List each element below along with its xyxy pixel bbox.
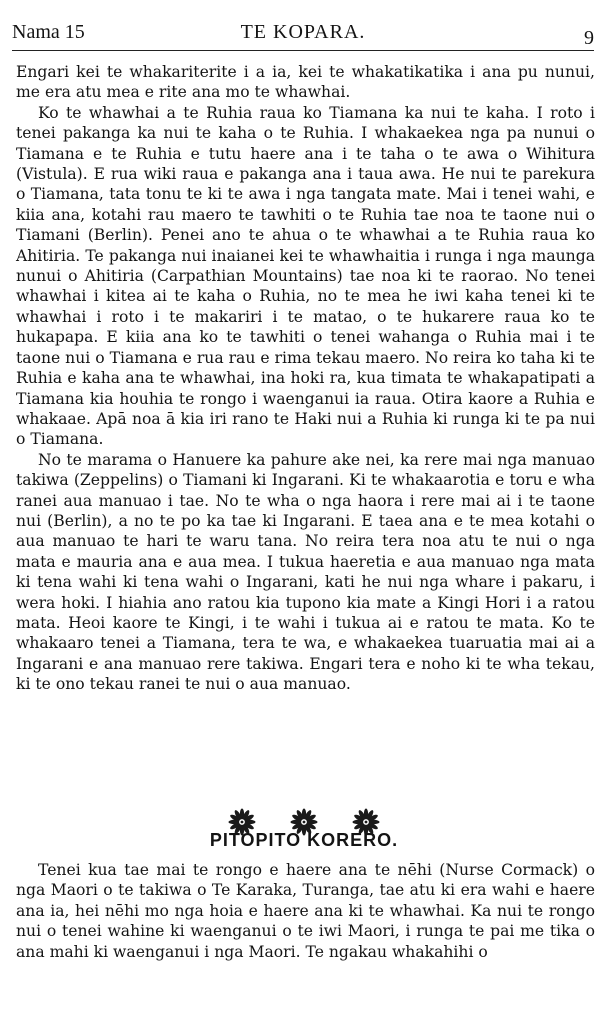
header-rule <box>12 50 594 51</box>
article-war-news <box>16 62 595 695</box>
page-header <box>12 20 594 49</box>
publication-title: TE KOPARA. <box>240 21 366 43</box>
section-title: PITOPITO KORERO. <box>209 830 399 850</box>
paragraph: Tenei kua tae mai te rongo e haere ana te nēhi (Nurse Cormack) o nga Maori o te takiwa o Te Karaka, Turanga, tae atu ki era wahi e haere ana ia, hei nēhi mo nga hoia e haere ana ki te whawhai. Ka nui te rongo nui o tenei wahine ki waenganui o te iwi Maori, i runga te pai me tika o ana mahi ki waenganui i nga Maori. Te ngakau whakahihi o <box>16 861 595 961</box>
paragraph: No te marama o Hanuere ka pahure ake nei, ka rere mai nga manuao takiwa (Zeppelins) o Tiamani ki Ingarani. Ki te whakaarotia e toru e wha ranei aua manuao i tae. No te wha o nga haora i rere mai ai i te taone nui (Berlin), a no te po ka tae ki Ingarani. E taea ana e te mea kotahi o aua manuao te hari te waru tana. No reira tera noa atu te nui o nga mata e mauria ana e aua mea. I tukua haeretia e aua manuao nga mata ki tena wahi ki tena wahi o Ingarani, kati he nui nga whare i pakaru, i wera hoki. I hiahia ano ratou kia tupono kia mate a Kingi Hori i a ratou mata. Heoi kaore te Kingi, i te wahi i tukua ai e ratou te mata. Ko te whakaaro tenei a Tiamana, tera te wa, e whakaekea tuaruatia mai ai a Ingarani e ana manuao rere takiwa. Engari tera e noho ki te wha tekau, ki te ono tekau ranei te nui o aua manuao. <box>16 450 595 694</box>
paragraph: Engari kei te whakariterite i a ia, kei te whakatikatika i ana pu nunui, me era atu mea e rite ana mo te whawhai. <box>16 63 595 102</box>
issue-number: Nama 15 <box>12 21 85 43</box>
page-number: 9 <box>584 27 594 49</box>
paragraph: Ko te whawhai a te Ruhia raua ko Tiamana ka nui te kaha. I roto i tenei pakanga ka nui te kaha o te Ruhia. I whakaekea nga pa nunui o Tiamana e te Ruhia e tutu haere ana i te taha o te awa o Wihitura (Vistula). E rua wiki raua e pakanga ana i taua awa. He nui te parekura o Tiamana, tata tonu te ki te awa i nga tangata mate. Mai i tenei wahi, e kiia ana, kotahi rau maero te tawhiti o te Ruhia tae noa te taone nui o Tiamani (Berlin). Penei ano te ahua o te whawhai a te Ruhia raua ko Ahitiria. Te pakanga nui inaianei kei te whawhaitia i runga i nga maunga nunui o Ahitiria (Carpathian Mountains) tae noa ki te raorao. No tenei whawhai i kitea ai te kaha o Ruhia, no te mea he iwi kaha tenei ki te whawhai i roto i te makariri i te matao, o te hukarere raua ko te hukapapa. E kiia ana ko te tawhiti o tenei wahanga o Ruhia mai i te taone nui o Tiamana e rua rau e rima tekau maero. No reira ko taha ki te Ruhia e kaha ana te whawhai, ina hoki ra, kua timata te whakapatipati a Tiamana kia houhia te rongo i waenganui ia raua. Otira kaore a Ruhia e whakaae. Apā noa ā kia iri rano te Haki nui a Ruhia ki runga ki te pa nui o Tiamana. <box>16 103 595 449</box>
article-news-items <box>16 860 595 962</box>
